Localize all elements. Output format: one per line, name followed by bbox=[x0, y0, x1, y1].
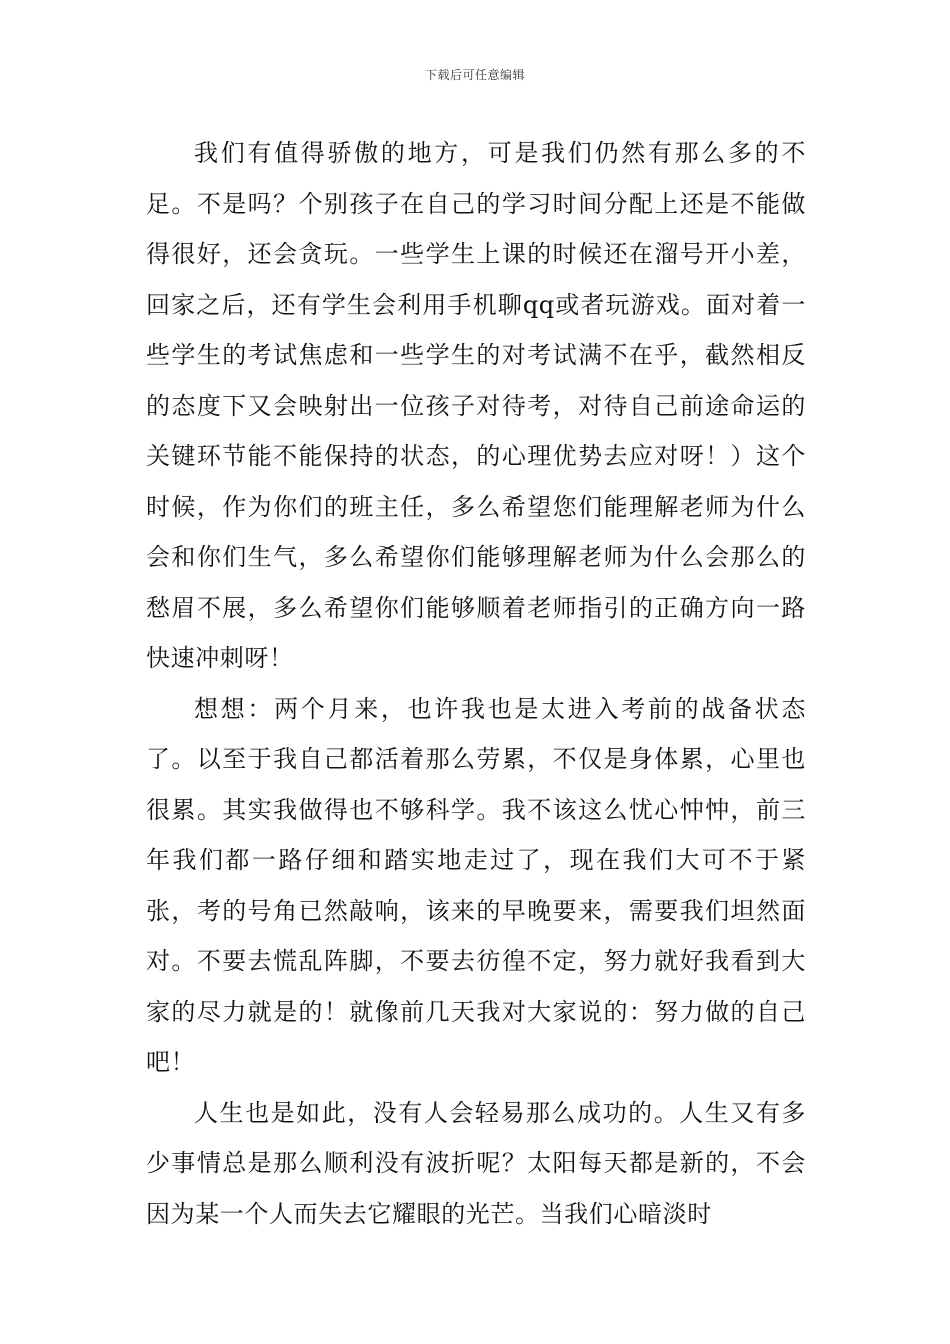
document-body bbox=[146, 128, 806, 1239]
paragraph-2: 想想：两个月来，也许我也是太进入考前的战备状态了。以至于我自己都活着那么劳累，不仅是身体累，心里也很累。其实我做得也不够科学。我不该这么忧心忡忡，前三年我们都一路仔细和踏实地走过了，现在我们大可不于紧张，考的号角已然敲响，该来的早晚要来，需要我们坦然面对。不要去慌乱阵脚，不要去彷徨不定，努力就好我看到大家的尽力就是的！就像前几天我对大家说的：努力做的自己吧！ bbox=[146, 694, 806, 1076]
paragraph-1: 我们有值得骄傲的地方，可是我们仍然有那么多的不足。不是吗？个别孩子在自己的学习时间分配上还是不能做得很好，还会贪玩。一些学生上课的时候还在溜号开小差，回家之后，还有学生会利用手机聊qq或者玩游戏。面对着一些学生的考试焦虑和一些学生的对考试满不在乎，截然相反的态度下又会映射出一位孩子对待考，对待自己前途命运的关键环节能不能保持的状态，的心理优势去应对呀！）这个时候，作为你们的班主任，多么希望您们能理解老师为什么会和你们生气，多么希望你们能够理解老师为什么会那么的愁眉不展，多么希望你们能够顺着老师指引的正确方向一路快速冲刺呀！ bbox=[146, 139, 806, 672]
header-note: 下载后可任意编辑 bbox=[424, 68, 525, 82]
paragraph-3: 人生也是如此，没有人会轻易那么成功的。人生又有多少事情总是那么顺利没有波折呢？太阳每天都是新的，不会因为某一个人而失去它耀眼的光芒。当我们心暗淡时 bbox=[146, 1098, 806, 1228]
